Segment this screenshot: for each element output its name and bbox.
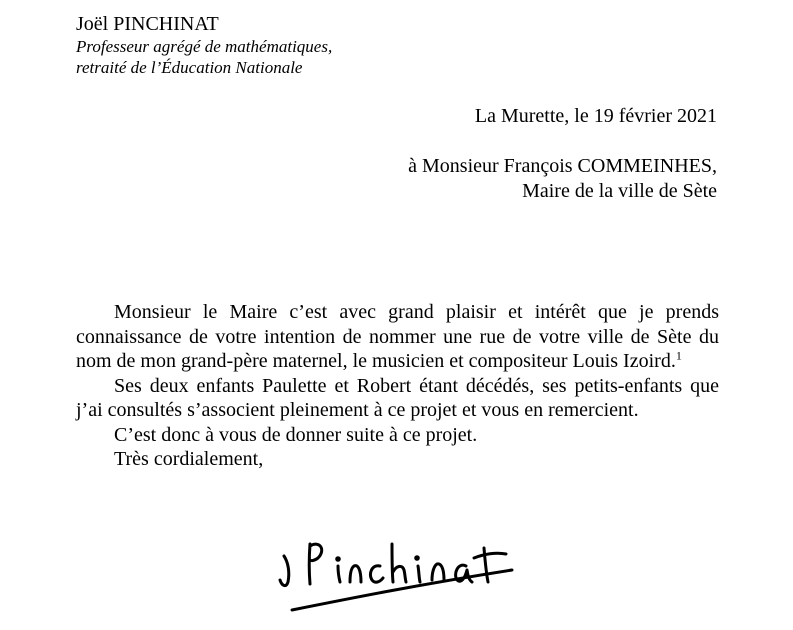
date-line: La Murette, le 19 février 2021 (474, 105, 717, 127)
sender-block (76, 12, 332, 78)
recipient-line-2: Maire de la ville de Sète (522, 180, 717, 202)
recipient-line-1: à Monsieur François COMMEINHES, (408, 155, 717, 177)
paragraph-2: Ses deux enfants Paulette et Robert étant décédés, ses petits-enfants que j’ai consultés s’associent pleinement à ce projet et vous en remercient. (76, 374, 719, 421)
footnote-marker: 1 (675, 348, 682, 363)
sender-name: Joël PINCHINAT (76, 13, 219, 35)
paragraph-1 (76, 300, 719, 374)
letter-body (76, 300, 719, 472)
sender-title-line-2: retraité de l’Éducation Nationale (76, 58, 303, 77)
paragraph-1-text: Monsieur le Maire c’est avec grand plaisir et intérêt que je prends connaissance de votre intention de nommer une rue de votre ville de Sète du nom de mon grand-père maternel, le musicien et compositeur Louis Izoird. (76, 301, 719, 372)
closing-line: Très cordialement, (114, 448, 264, 470)
recipient-block (408, 154, 717, 204)
paragraph-3: C’est donc à vous de donner suite à ce projet. (114, 423, 478, 446)
date-block (475, 104, 717, 129)
sender-title-line-1: Professeur agrégé de mathématiques, (76, 37, 333, 56)
handwritten-signature (262, 514, 522, 624)
